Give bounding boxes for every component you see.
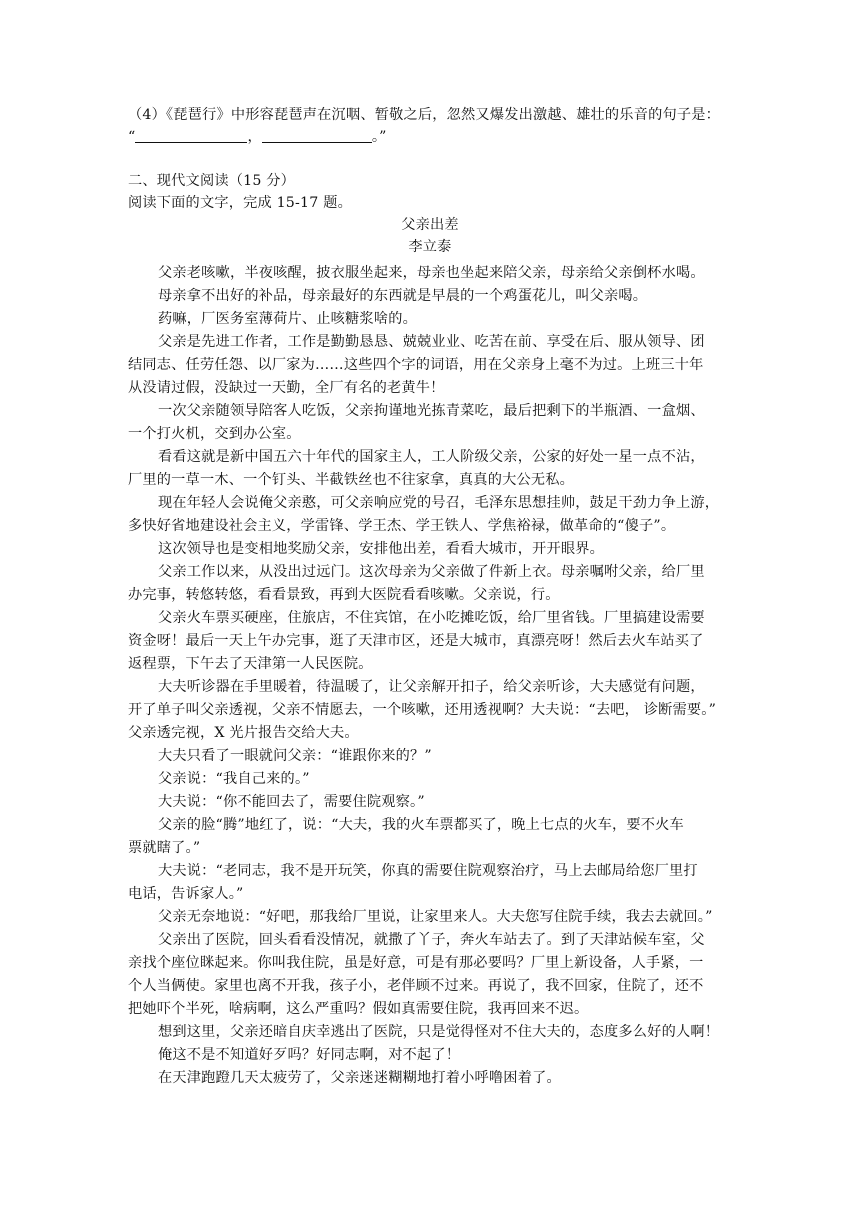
article-line: 从没请过假，没缺过一天勤，全厂有名的老黄牛！ (128, 380, 445, 396)
answer-blank-2[interactable] (262, 128, 372, 143)
answer-blank-1[interactable] (135, 128, 247, 143)
article-line: 俺这不是不知道好歹吗？好同志啊，对不起了！ (158, 1047, 461, 1063)
article-line: 父亲是先进工作者，工作是勤勤恳恳、兢兢业业、吃苦在前、享受在后、服从领导、团 (158, 334, 705, 350)
article-line: 一个打火机，交到办公室。 (128, 426, 301, 442)
article-line: 母亲拿不出好的补品，母亲最好的东西就是早晨的一个鸡蛋花儿，叫父亲喝。 (158, 288, 648, 304)
article-line: 父亲火车票买硬座，住旅店，不住宾馆，在小吃摊吃饭，给厂里省钱。厂里搞建设需要 (158, 610, 705, 626)
article-line: 父亲说：“我自己来的。” (158, 771, 310, 787)
article-line: 办完事，转悠转悠，看看景致，再到大医院看看咳嗽。父亲说，行。 (128, 587, 560, 603)
article-line: 父亲无奈地说：“好吧，那我给厂里说，让家里来人。大夫您写住院手续，我去去就回。” (158, 909, 713, 925)
article-line: 把她吓个半死，啥病啊，这么严重吗？假如真需要住院，我再回来不迟。 (128, 1001, 589, 1017)
article-line: 大夫说：“老同志，我不是开玩笑，你真的需要住院观察治疗，马上去邮局给您厂里打 (158, 863, 698, 879)
article-line: 这次领导也是变相地奖励父亲，安排他出差，看看大城市，开开眼界。 (158, 541, 605, 557)
article-line: 父亲工作以来，从没出过远门。这次母亲为父亲做了件新上衣。母亲嘱咐父亲，给厂里 (158, 564, 705, 580)
article-line: 多快好省地建设社会主义，学雷锋、学王杰、学王铁人、学焦裕禄，做革命的“傻子”。 (128, 518, 676, 534)
article-line: 父亲老咳嗽，半夜咳醒，披衣服坐起来，母亲也坐起来陪父亲，母亲给父亲倒杯水喝。 (158, 265, 705, 281)
article-line: 个人当俩使。家里也离不开我，孩子小，老伴顾不过来。再说了，我不回家，住院了，还不 (128, 978, 704, 994)
section-heading: 二、现代文阅读（15 分） (128, 173, 296, 189)
article-line: 在天津跑蹬几天太疲劳了，父亲迷迷糊糊地打着小呼噜困着了。 (158, 1070, 561, 1086)
article-line: 厂里的一草一木、一个钉头、半截铁丝也不往家拿，真真的大公无私。 (128, 472, 575, 488)
question-4-prompt: （4）《琵琶行》中形容琵琶声在沉咽、暂敬之后，忽然又爆发出激越、雄壮的乐音的句子是： (128, 107, 721, 123)
article-line: 父亲透完视，X 光片报告交给大夫。 (128, 725, 359, 741)
question-4-answer-blanks: “ ， 。” (128, 129, 387, 145)
section-instruction: 阅读下面的文字，完成 15-17 题。 (128, 195, 352, 211)
article-line: 看看这就是新中国五六十年代的国家主人，工人阶级父亲，公家的好处一星一点不沾， (158, 449, 705, 465)
article-line: 父亲出了医院，回头看看没情况，就撒了丫子，奔火车站去了。到了天津站候车室，父 (158, 932, 705, 948)
article-line: 返程票，下午去了天津第一人民医院。 (128, 656, 373, 672)
article-line: 开了单子叫父亲透视，父亲不情愿去，一个咳嗽，还用透视啊？大夫说：“去吧， 诊断需要。” (128, 702, 717, 718)
article-line: 大夫只看了一眼就问父亲：“谁跟你来的？” (158, 748, 432, 764)
article-line: 药嘛，厂医务室薄荷片、止咳糖浆啥的。 (158, 311, 417, 327)
article-line: 资金呀！最后一天上午办完事，逛了天津市区，还是大城市，真漂亮呀！然后去火车站买了 (128, 633, 704, 649)
article-line: 现在年轻人会说俺父亲憨，可父亲响应党的号召，毛泽东思想挂帅，鼓足干劲力争上游， (158, 495, 720, 511)
article-line: 大夫听诊器在手里暖着，待温暖了，让父亲解开扣子，给父亲听诊，大夫感觉有问题， (158, 679, 705, 695)
article-line: 大夫说：“你不能回去了，需要住院观察。” (158, 794, 425, 810)
article-line: 票就瞎了。” (128, 840, 201, 856)
article-line: 亲找个座位眯起来。你叫我住院，虽是好意，可是有那必要吗？厂里上新设备，人手紧，一 (128, 955, 704, 971)
article-line: 想到这里，父亲还暗自庆幸逃出了医院，只是觉得怪对不住大夫的，态度多么好的人啊！ (158, 1024, 720, 1040)
article-line: 电话，告诉家人。” (128, 886, 244, 902)
article-author: 李立泰 (408, 239, 452, 255)
article-title: 父亲出差 (401, 217, 459, 233)
article-line: 父亲的脸“腾”地红了，说：“大夫，我的火车票都买了，晚上七点的火车，要不火车 (158, 817, 684, 833)
article-line: 一次父亲随领导陪客人吃饭，父亲拘谨地光拣青菜吃，最后把剩下的半瓶酒、一盒烟、 (158, 403, 705, 419)
article-line: 结同志、任劳任怨、以厂家为……这些四个字的词语，用在父亲身上毫不为过。上班三十年 (128, 357, 704, 373)
